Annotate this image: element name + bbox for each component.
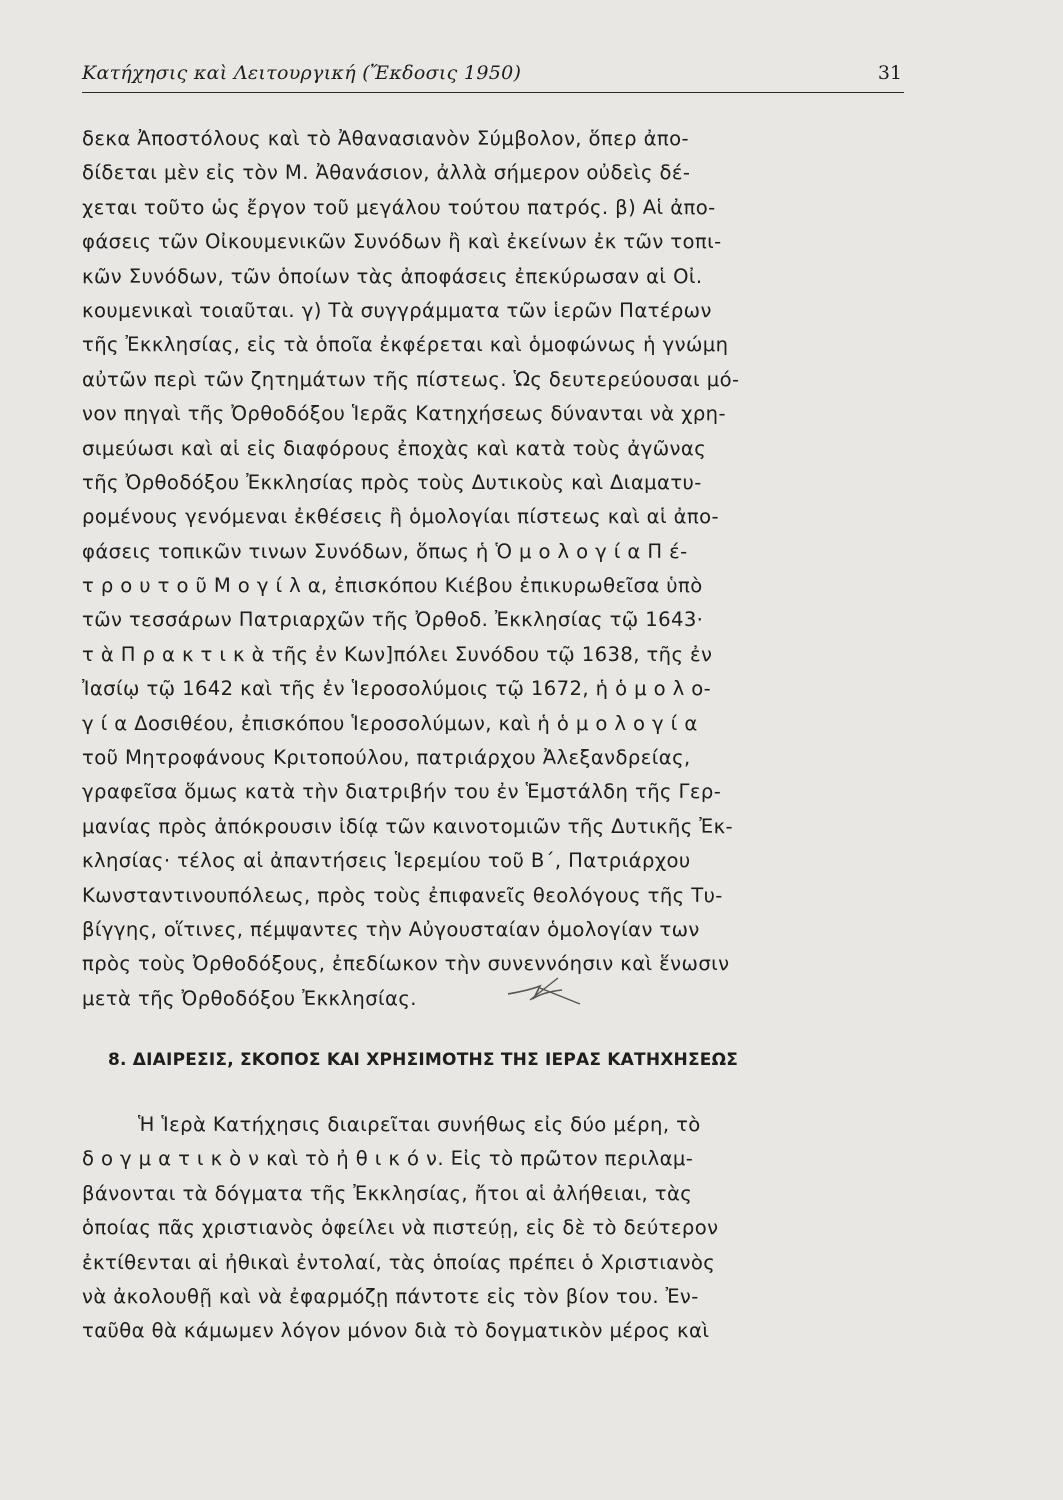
text-line: τοῦ Μητροφάνους Κριτοπούλου, πατριάρχου Ἀλεξανδρείας, xyxy=(82,746,691,770)
text-line: ρομένους γενόμεναι ἐκθέσεις ἢ ὁμολογίαι πίστεως καὶ αἱ ἀπο- xyxy=(82,505,719,529)
pencil-mark-icon xyxy=(500,960,590,1020)
text-line: τῶν τεσσάρων Πατριαρχῶν τῆς Ὀρθοδ. Ἐκκλησίας τῷ 1643· xyxy=(82,608,704,632)
text-line: Κωνσταντινουπόλεως, πρὸς τοὺς ἐπιφανεῖς θεολόγους τῆς Τυ- xyxy=(82,883,723,907)
paragraph-division xyxy=(82,1108,904,1349)
text-line: μανίας πρὸς ἀπόκρουσιν ἰδίᾳ τῶν καινοτομιῶν τῆς Δυτικῆς Ἐκ- xyxy=(82,814,733,838)
text-line: Ἡ Ἱερὰ Κατήχησις διαιρεῖται συνήθως εἰς δύο μέρη, τὸ xyxy=(138,1113,701,1136)
text-line: ὁποίας πᾶς χριστιανὸς ὀφείλει νὰ πιστεύῃ, εἰς δὲ τὸ δεύτερον xyxy=(82,1216,719,1240)
text-line: βίγγης, οἵτινες, πέμψαντες τὴν Αὐγουσταίαν ὁμολογίαν των xyxy=(82,917,700,941)
text-line: δεκα Ἀποστόλους καὶ τὸ Ἀθανασιανὸν Σύμβολον, ὅπερ ἀπο- xyxy=(82,127,689,150)
text-line: τῆς Ἐκκλησίας, εἰς τὰ ὁποῖα ἐκφέρεται καὶ ὁμοφώνως ἡ γνώμη xyxy=(82,333,729,357)
text-line: δίδεται μὲν εἰς τὸν Μ. Ἀθανάσιον, ἀλλὰ σήμερον οὐδεὶς δέ- xyxy=(82,161,691,185)
paragraph-sources xyxy=(82,122,904,1016)
text-line: ταῦθα θὰ κάμωμεν λόγον μόνον διὰ τὸ δογματικὸν μέρος καὶ xyxy=(82,1319,710,1343)
text-line: φάσεις τῶν Οἰκουμενικῶν Συνόδων ἢ καὶ ἐκείνων ἐκ τῶν τοπι- xyxy=(82,230,722,254)
text-line: πρὸς τοὺς Ὀρθοδόξους, ἐπεδίωκον τὴν συνεννόησιν καὶ ἕνωσιν xyxy=(82,952,730,976)
text-line: σιμεύωσι καὶ αἱ εἰς διαφόρους ἐποχὰς καὶ κατὰ τοὺς ἀγῶνας xyxy=(82,436,707,460)
text-line: μετὰ τῆς Ὀρθοδόξου Ἐκκλησίας. xyxy=(82,986,417,1010)
text-line: χεται τοῦτο ὡς ἔργον τοῦ μεγάλου τούτου πατρός. β) Αἱ ἀπο- xyxy=(82,195,716,219)
text-line: Ἰασίῳ τῷ 1642 καὶ τῆς ἐν Ἱεροσολύμοις τῷ 1672, ἡ ὁ μ ο λ ο- xyxy=(82,677,712,701)
text-line: δ ο γ μ α τ ι κ ὸ ν καὶ τὸ ἠ θ ι κ ό ν. Εἰς τὸ πρῶτον περιλαμ- xyxy=(82,1147,694,1171)
running-header xyxy=(82,62,904,93)
text-line: νον πηγαὶ τῆς Ὀρθοδόξου Ἱερᾶς Κατηχήσεως δύνανται νὰ χρη- xyxy=(82,402,726,426)
text-line: νὰ ἀκολουθῇ καὶ νὰ ἐφαρμόζῃ πάντοτε εἰς τὸν βίον του. Ἐν- xyxy=(82,1284,699,1308)
running-title: Κατήχησις καὶ Λειτουργική (Ἔκδοσις 1950) xyxy=(82,62,522,84)
text-line: κῶν Συνόδων, τῶν ὁποίων τὰς ἀποφάσεις ἐπεκύρωσαν αἱ Οἰ. xyxy=(82,264,703,288)
text-line: κλησίας· τέλος αἱ ἀπαντήσεις Ἱερεμίου τοῦ Β΄, Πατριάρχου xyxy=(82,849,691,873)
section-heading: 8. ΔΙΑΙΡΕΣΙΣ, ΣΚΟΠΟΣ ΚΑΙ ΧΡΗΣΙΜΟΤΗΣ ΤΗΣ ΙΕΡΑΣ ΚΑΤΗΧΗΣΕΩΣ xyxy=(108,1050,739,1070)
text-line: κουμενικαὶ τοιαῦται. γ) Τὰ συγγράμματα τῶν ἱερῶν Πατέρων xyxy=(82,298,712,322)
text-line: τ ὰ Π ρ α κ τ ι κ ὰ τῆς ἐν Κων]πόλει Συνόδου τῷ 1638, τῆς ἐν xyxy=(82,642,713,666)
text-line: ἐκτίθενται αἱ ἠθικαὶ ἐντολαί, τὰς ὁποίας πρέπει ὁ Χριστιανὸς xyxy=(82,1250,716,1274)
text-line: γραφεῖσα ὅμως κατὰ τὴν διατριβήν του ἐν Ἑμστάλδη τῆς Γερ- xyxy=(82,780,722,804)
page-number: 31 xyxy=(877,62,902,84)
text-line: φάσεις τοπικῶν τινων Συνόδων, ὅπως ἡ Ὁ μ ο λ ο γ ί α Π έ- xyxy=(82,539,688,563)
text-line: βάνονται τὰ δόγματα τῆς Ἐκκλησίας, ἤτοι αἱ ἀλήθειαι, τὰς xyxy=(82,1181,693,1205)
text-line: τ ρ ο υ τ ο ῦ Μ ο γ ί λ α, ἐπισκόπου Κιέβου ἐπικυρωθεῖσα ὑπὸ xyxy=(82,574,703,598)
text-line: γ ί α Δοσιθέου, ἐπισκόπου Ἱεροσολύμων, καὶ ἡ ὁ μ ο λ ο γ ί α xyxy=(82,711,698,735)
text-line: τῆς Ὀρθοδόξου Ἐκκλησίας πρὸς τοὺς Δυτικοὺς καὶ Διαματυ- xyxy=(82,470,702,494)
text-line: αὐτῶν περὶ τῶν ζητημάτων τῆς πίστεως. Ὡς δευτερεύουσαι μό- xyxy=(82,367,740,391)
